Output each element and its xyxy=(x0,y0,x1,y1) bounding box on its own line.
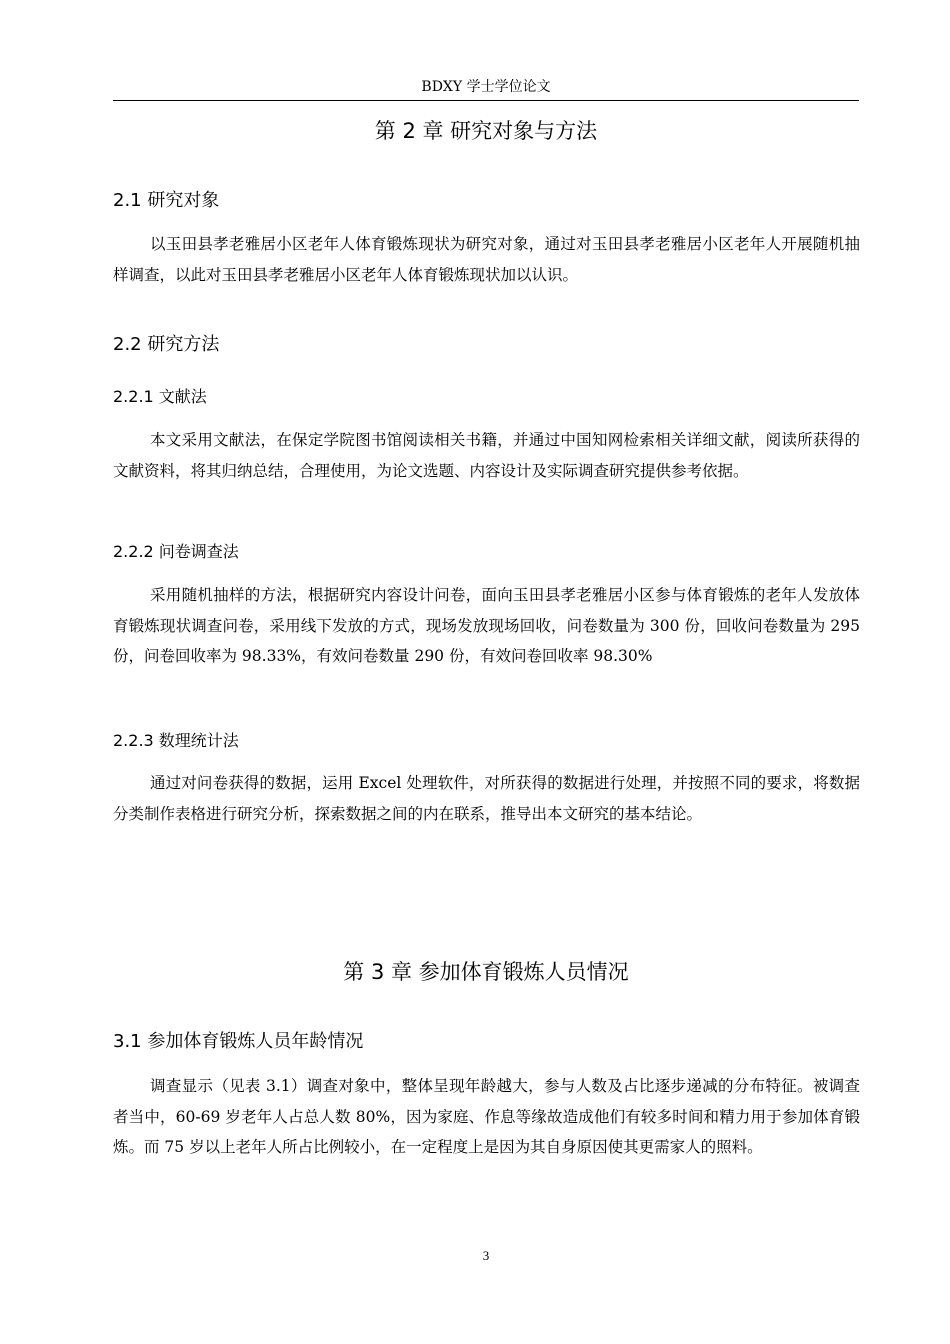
section-2-2-2-paragraph: 采用随机抽样的方法，根据研究内容设计问卷，面向玉田县孝老雅居小区参与体育锻炼的老年人发放体育锻炼现状调查问卷，采用线下发放的方式，现场发放现场回收，问卷数量为 300 份，回收问卷数量为 295 份，问卷回收率为 98.33%，有效问卷数量 290 份，有效问卷回收率 98.30% xyxy=(113,586,860,665)
section-2-2-1-paragraph: 本文采用文献法，在保定学院图书馆阅读相关书籍，并通过中国知网检索相关详细文献，阅读所获得的文献资料，将其归纳总结，合理使用，为论文选题、内容设计及实际调查研究提供参考依据。 xyxy=(113,431,860,480)
section-3-1-paragraph: 调查显示（见表 3.1）调查对象中，整体呈现年龄越大，参与人数及占比逐步递减的分布特征。被调查者当中，60-69 岁老年人占总人数 80%，因为家庭、作息等缘故造成他们有较多时间和精力用于参加体育锻炼。而 75 岁以上老年人所占比例较小，在一定程度上是因为其自身原因使其更需家人的照料。 xyxy=(113,1077,860,1156)
section-2-2-2-heading: 2.2.2 问卷调查法 xyxy=(113,542,239,561)
section-3-1-heading: 3.1 参加体育锻炼人员年龄情况 xyxy=(113,1031,364,1052)
section-2-1-heading: 2.1 研究对象 xyxy=(113,190,220,211)
section-2-2-3-paragraph: 通过对问卷获得的数据，运用 Excel 处理软件，对所获得的数据进行处理，并按照不同的要求，将数据分类制作表格进行研究分析，探索数据之间的内在联系，推导出本文研究的基本结论。 xyxy=(113,774,860,823)
page-number: 3 xyxy=(482,1248,490,1263)
chapter-3-title: 第 3 章 参加体育锻炼人员情况 xyxy=(343,960,629,984)
chapter-2-title: 第 2 章 研究对象与方法 xyxy=(374,119,598,143)
section-2-1-paragraph: 以玉田县孝老雅居小区老年人体育锻炼现状为研究对象，通过对玉田县孝老雅居小区老年人开展随机抽样调查，以此对玉田县孝老雅居小区老年人体育锻炼现状加以认识。 xyxy=(113,235,860,284)
header-rule xyxy=(113,100,859,101)
running-header: BDXY 学士学位论文 xyxy=(421,79,551,95)
section-2-2-heading: 2.2 研究方法 xyxy=(113,334,220,355)
section-2-2-3-heading: 2.2.3 数理统计法 xyxy=(113,731,239,750)
section-2-2-1-heading: 2.2.1 文献法 xyxy=(113,387,207,406)
